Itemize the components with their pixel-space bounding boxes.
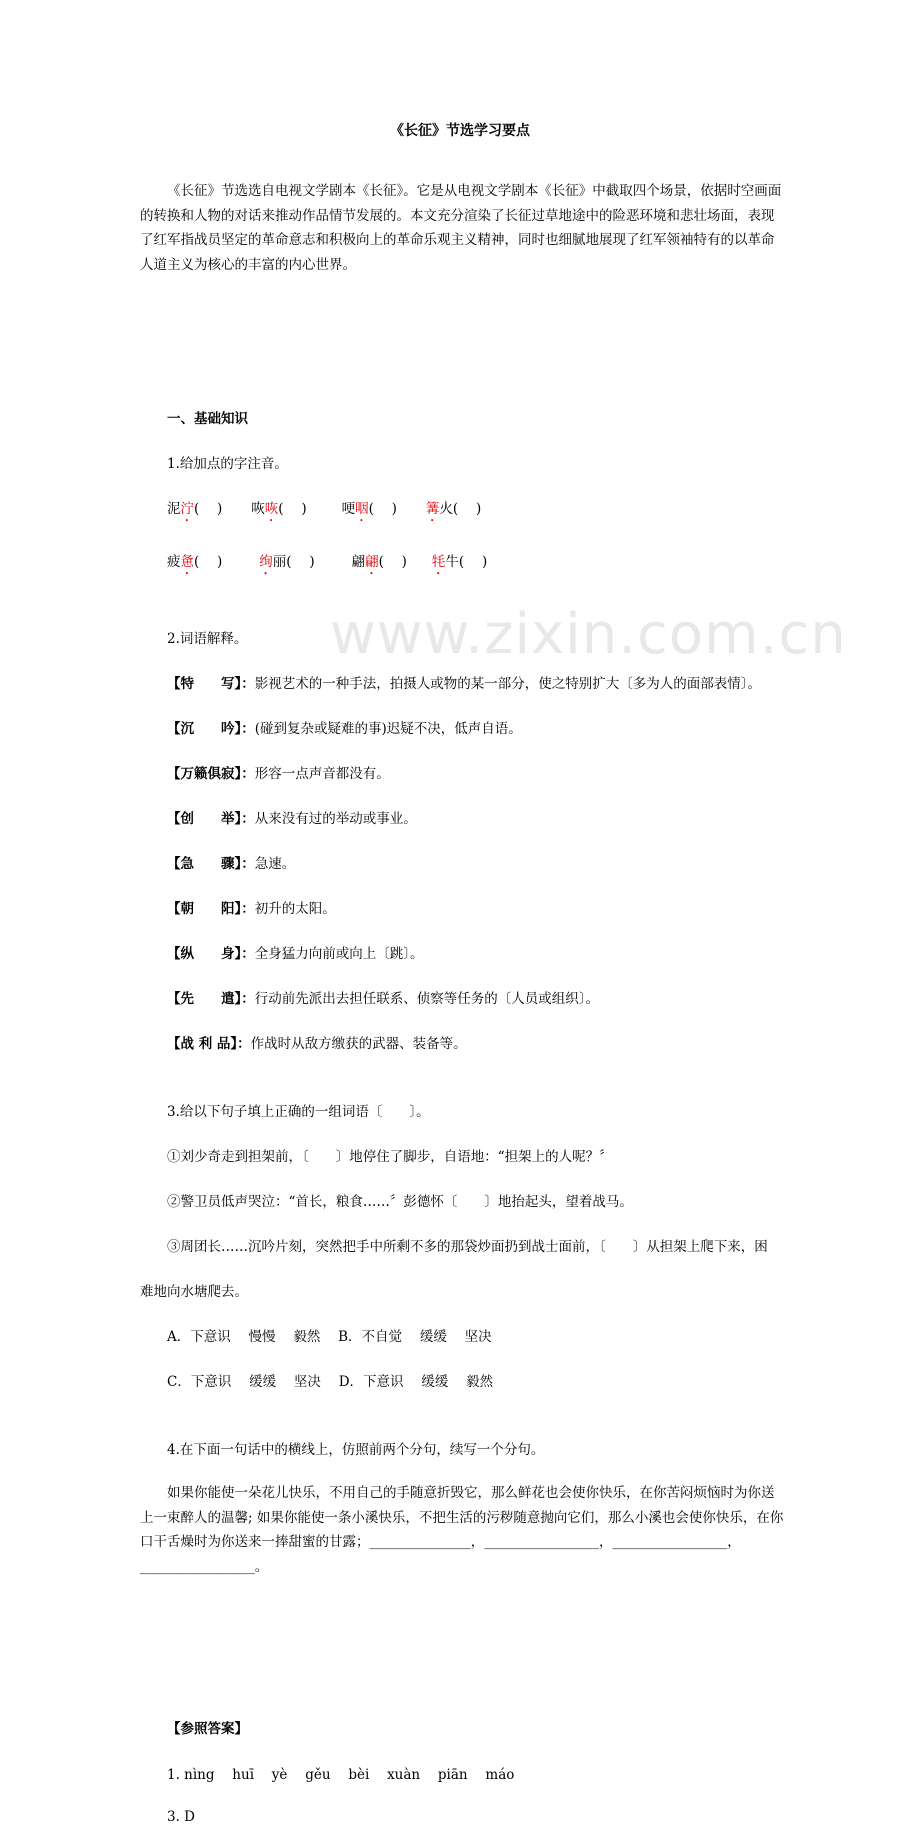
answer-1: 1. nìng huī yè gěu bèi xuàn piān máo: [167, 1767, 515, 1783]
pinyin-item: 哽咽( ): [341, 501, 397, 517]
q1-row-1: [167, 497, 920, 525]
pinyin-item: 咴咴( ): [251, 501, 307, 517]
definition-row: 【先 遣】：行动前先派出去担任联系、侦察等任务的〔人员或组织〕。: [167, 991, 599, 1007]
pinyin-item: 绚丽( ): [259, 554, 315, 570]
definition-row: 【战 利 品】：作战时从敌方缴获的武器、装备等。: [167, 1036, 467, 1052]
page-title: 《长征》节选学习要点: [390, 123, 530, 139]
q3-sentence-1: ①刘少奇走到担架前，〔 〕地停住了脚步，自语地：“担架上的人呢？〞: [167, 1149, 613, 1165]
definition-row: 【万籁俱寂】：形容一点声音都没有。: [167, 766, 390, 782]
pinyin-item: 牦牛( ): [431, 554, 488, 570]
definition-row: 【纵 身】：全身猛力向前或向上〔跳〕。: [167, 946, 424, 962]
definition-row: 【特 写】：影视艺术的一种手法，拍摄人或物的某一部分，使之特别扩大〔多为人的面部表情〕。: [167, 676, 761, 692]
definition-row: 【沉 吟】：(碰到复杂或疑难的事)迟疑不决，低声自语。: [167, 721, 522, 737]
pinyin-item: 泥泞( ): [167, 501, 223, 517]
answer-3: 3. D: [167, 1809, 195, 1825]
definition-row: 【朝 阳】：初升的太阳。: [167, 901, 336, 917]
q2-prompt: 2.词语解释。: [167, 631, 248, 647]
pinyin-item: 翩翩( ): [351, 554, 407, 570]
q3-options-cd: C．下意识 缓缓 坚决 D．下意识 缓缓 毅然: [167, 1374, 494, 1390]
watermark: www.zixin.com.cn: [330, 602, 847, 667]
q4-text: 如果你能使一朵花儿快乐，不用自己的手随意折毁它，那么鲜花也会使你快乐，在你苦闷烦恼时为你送上一束醉人的温馨; 如果你能使一条小溪快乐，不把生活的污秽随意抛向它们，那么小溪也会使你快乐，在你口干舌燥时为你送来一捧甜蜜的甘露；_______________，_________________，_________________，_________________。: [140, 1485, 784, 1575]
section-heading: 一、基础知识: [167, 411, 248, 427]
definition-row: 【急 骤】：急速。: [167, 856, 296, 872]
q3-sentence-3: ③周团长……沉吟片刻，突然把手中所剩不多的那袋炒面扔到战士面前，〔 〕从担架上爬下来，困: [167, 1239, 768, 1255]
q1-prompt: 1.给加点的字注音。: [167, 456, 288, 472]
intro-paragraph: 《长征》节选选自电视文学剧本《长征》。它是从电视文学剧本《长征》中截取四个场景，依据时空画面的转换和人物的对话来推动作品情节发展的。本文充分渲染了长征过草地途中的险恶环境和悲壮场面，表现了红军指战员坚定的革命意志和积极向上的革命乐观主义精神，同时也细腻地展现了红军领袖特有的以革命人道主义为核心的丰富的内心世界。: [140, 183, 782, 273]
definition-row: 【创 举】：从来没有过的举动或事业。: [167, 811, 417, 827]
q3-sentence-3-cont: 难地向水塘爬去。: [140, 1284, 248, 1300]
q3-sentence-2: ②警卫员低声哭泣：“首长，粮食……〞彭德怀〔 〕地抬起头，望着战马。: [167, 1194, 633, 1210]
q4-prompt: 4.在下面一句话中的横线上，仿照前两个分句，续写一个分句。: [167, 1442, 545, 1458]
pinyin-item: 篝火( ): [425, 501, 482, 517]
q1-row-2: [167, 550, 920, 578]
q3-prompt: 3.给以下句子填上正确的一组词语〔 〕。: [167, 1104, 430, 1120]
pinyin-item: 疲惫( ): [167, 554, 223, 570]
answers-heading: 【参照答案】: [167, 1721, 248, 1737]
q3-options-ab: A．下意识 慢慢 毅然 B．不自觉 缓缓 坚决: [167, 1329, 492, 1345]
